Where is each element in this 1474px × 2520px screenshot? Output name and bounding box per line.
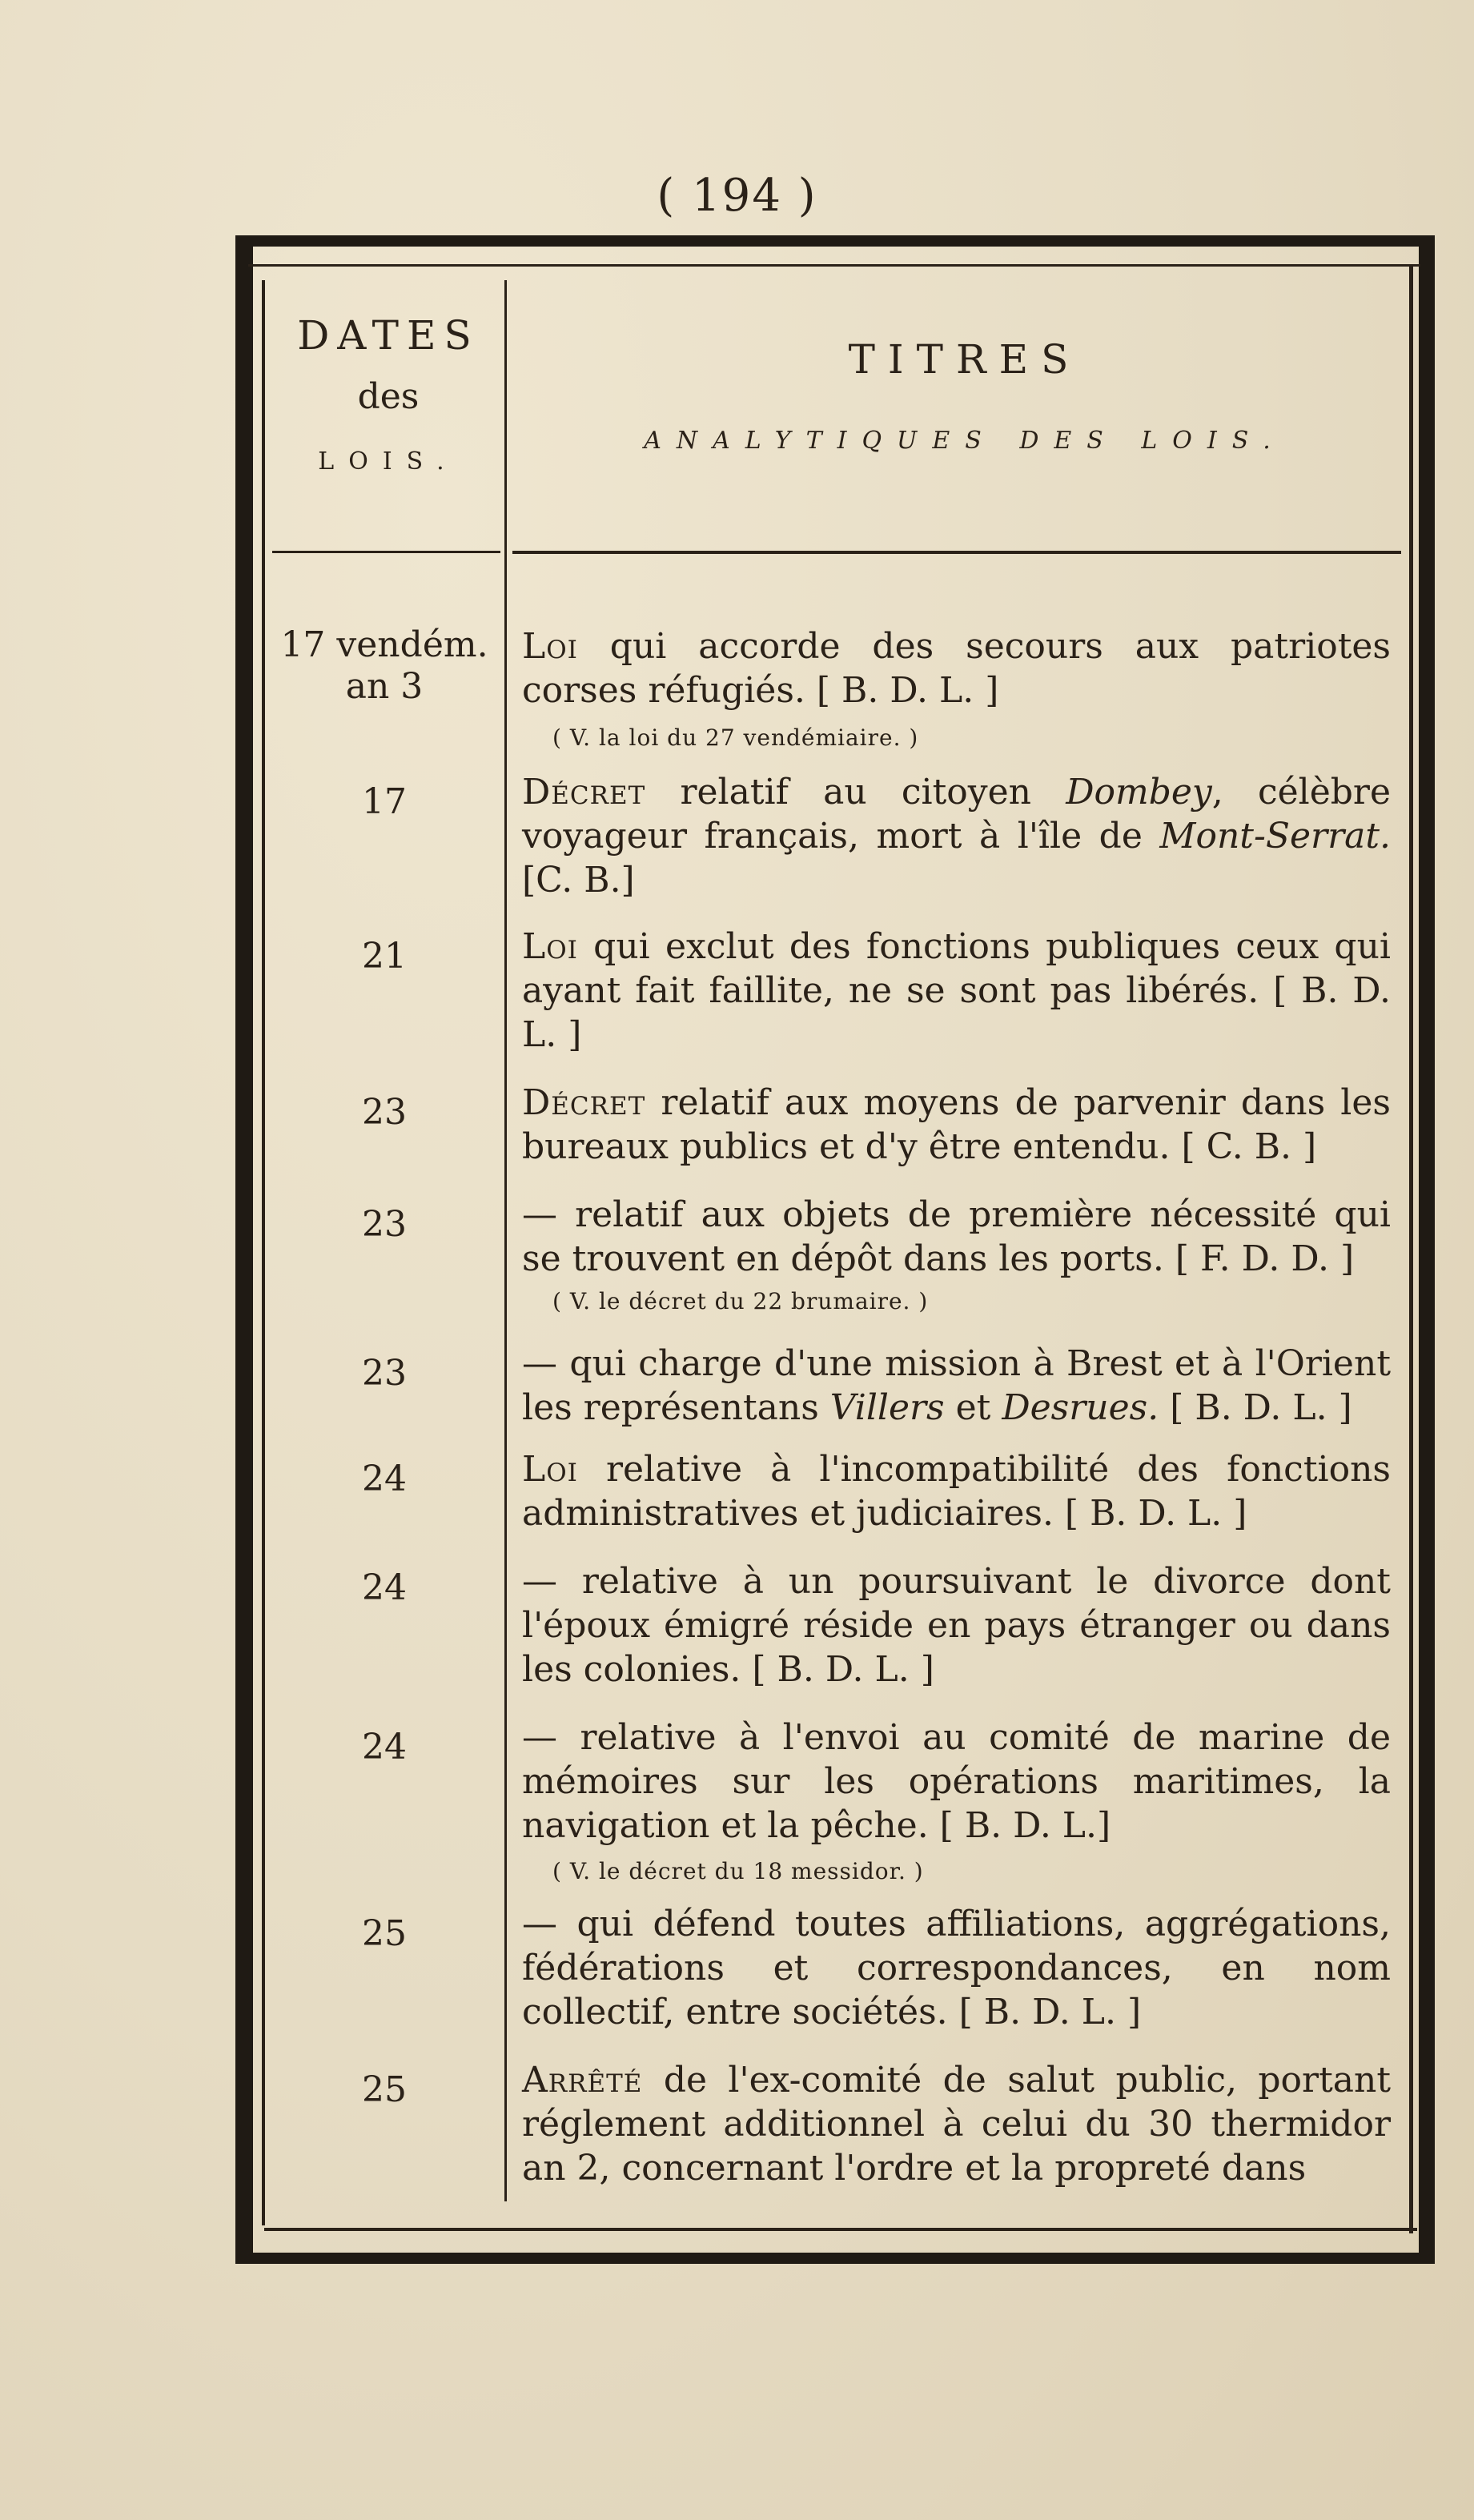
header-dates-column: [276, 312, 500, 476]
header-dates-line2: des: [357, 376, 420, 417]
entry: [264, 1715, 1409, 1888]
entry-date-line1: 23: [362, 1204, 407, 1245]
entry-date: [264, 1913, 504, 1955]
entry: [264, 1902, 1409, 2034]
entry-body: relative à l'incompatibilité des fonctions administratives et judiciaires. [ B. D. L. ]: [522, 1449, 1391, 1534]
entry-text: [522, 770, 1391, 902]
entry: [264, 1193, 1409, 1318]
entry: [264, 1081, 1409, 1169]
entry-date: [264, 936, 504, 977]
entry-date: [264, 1092, 504, 1134]
entry-date-line1: 25: [362, 1913, 407, 1954]
entry-body: qui exclut des fonctions publiques ceux qui ayant fait faillite, ne se sont pas libérés. [ B. D. L. ]: [522, 926, 1391, 1055]
entry-date-line1: 23: [362, 1353, 407, 1394]
header-titres-line1: TITRES: [848, 336, 1082, 383]
header-titres-line2: ANALYTIQUES DES LOIS.: [644, 427, 1286, 455]
entry-date-line2: an 3: [345, 666, 424, 707]
inner-rule-top: [248, 264, 1420, 267]
entry: [264, 2058, 1409, 2190]
header-dates-line1: DATES: [297, 312, 480, 359]
entry-note: ( V. la loi du 27 vendémiaire. ): [552, 724, 919, 751]
entries-list: [264, 624, 1409, 2190]
entry-body: — relative à l'envoi au comité de marine de mémoires sur les opérations maritimes, la navigation et la pêche. [ B. D. L.]: [522, 1717, 1391, 1846]
entry-note: ( V. le décret du 22 brumaire. ): [552, 1288, 929, 1314]
entry-name: Villers: [829, 1387, 945, 1428]
entry: [264, 624, 1409, 754]
entry-body: et: [944, 1387, 1002, 1428]
header-dates-line3: LOIS.: [318, 447, 459, 476]
entry-lead: Arrêté: [522, 2060, 643, 2101]
entry-lead: Loi: [522, 626, 578, 667]
inner-rule-bottom: [264, 2228, 1417, 2231]
entry-body: — relative à un poursuivant le divorce dont l'époux émigré réside en pays étranger ou dans les colonies. [ B. D. L. ]: [522, 1561, 1391, 1690]
entry-text: [522, 925, 1391, 1057]
inner-rule-right: [1409, 264, 1413, 2233]
entry-lead: Loi: [522, 1449, 578, 1490]
entry-date-line1: 17 vendém.: [280, 624, 488, 665]
entry-text: [522, 1447, 1391, 1535]
entry-date-line1: 24: [362, 1567, 407, 1608]
entry-date-line1: 17: [362, 781, 407, 822]
entry-text: [522, 1559, 1391, 1691]
entry-note: ( V. le décret du 18 messidor. ): [552, 1858, 924, 1884]
header-titres-column: [520, 336, 1409, 455]
entry-text: [522, 2058, 1391, 2190]
entry-text: [522, 1902, 1391, 2034]
entry-date: [264, 781, 504, 823]
entry-text: [522, 1193, 1391, 1281]
entry-date: [264, 1353, 504, 1394]
entry-name: Desrues.: [1002, 1387, 1159, 1428]
header-rule-left: [272, 551, 500, 553]
entry-body: — relatif aux objets de première nécessité qui se trouvent en dépôt dans les ports. [ F. D. D. ]: [522, 1194, 1391, 1279]
entry-date: [264, 1567, 504, 1609]
entry-date: [264, 2069, 504, 2111]
entry-body: — qui défend toutes affiliations, aggrégations, fédérations et correspondances, en nom collectif, entre sociétés. [ B. D. L. ]: [522, 1904, 1391, 2032]
entry-date: [264, 1459, 504, 1500]
entry-date-line1: 24: [362, 1459, 407, 1499]
entry-lead: Décret: [522, 772, 646, 813]
entry: [264, 1342, 1409, 1430]
entry-lead: Décret: [522, 1082, 646, 1123]
entry-name: Mont-Serrat.: [1159, 816, 1391, 857]
entry-body: qui accorde des secours aux patriotes corses réfugiés. [ B. D. L. ]: [522, 626, 1391, 711]
entry: [264, 1447, 1409, 1535]
entry-text: [522, 624, 1391, 712]
entry: [264, 1559, 1409, 1691]
entry-body: [C. B.]: [522, 860, 635, 901]
header-rule-right: [512, 551, 1401, 554]
entry-text: [522, 1715, 1391, 1848]
entry: [264, 770, 1409, 902]
page-number: ( 194 ): [657, 170, 817, 222]
entry-date-line1: 23: [362, 1092, 407, 1133]
entry-date-line1: 21: [362, 936, 407, 977]
entry-body: de l'ex-comité de salut public, portant réglement additionnel à celui du 30 thermidor an 2, concernant l'ordre et la propreté dans: [522, 2060, 1391, 2189]
entry-date-line1: 25: [362, 2069, 407, 2110]
entry-lead: Loi: [522, 926, 578, 967]
entry-text: [522, 1342, 1391, 1430]
entry-body: relatif aux moyens de parvenir dans les bureaux publics et d'y être entendu. [ C. B. ]: [522, 1082, 1391, 1167]
entry-body: [ B. D. L. ]: [1159, 1387, 1352, 1428]
entry: [264, 925, 1409, 1057]
entry-body: — qui charge d'une mission à Brest et à l'Orient les représentans: [522, 1343, 1391, 1428]
entry-name: Dombey: [1066, 772, 1212, 813]
entry-date-line1: 24: [362, 1727, 407, 1768]
entry-date: [264, 1727, 504, 1768]
entry-date: [264, 624, 504, 708]
entry-text: [522, 1081, 1391, 1169]
entry-body: , célèbre voyageur français, mort à l'île de: [522, 772, 1391, 857]
entry-date: [264, 1204, 504, 1246]
entry-body: relatif au citoyen: [645, 772, 1066, 813]
